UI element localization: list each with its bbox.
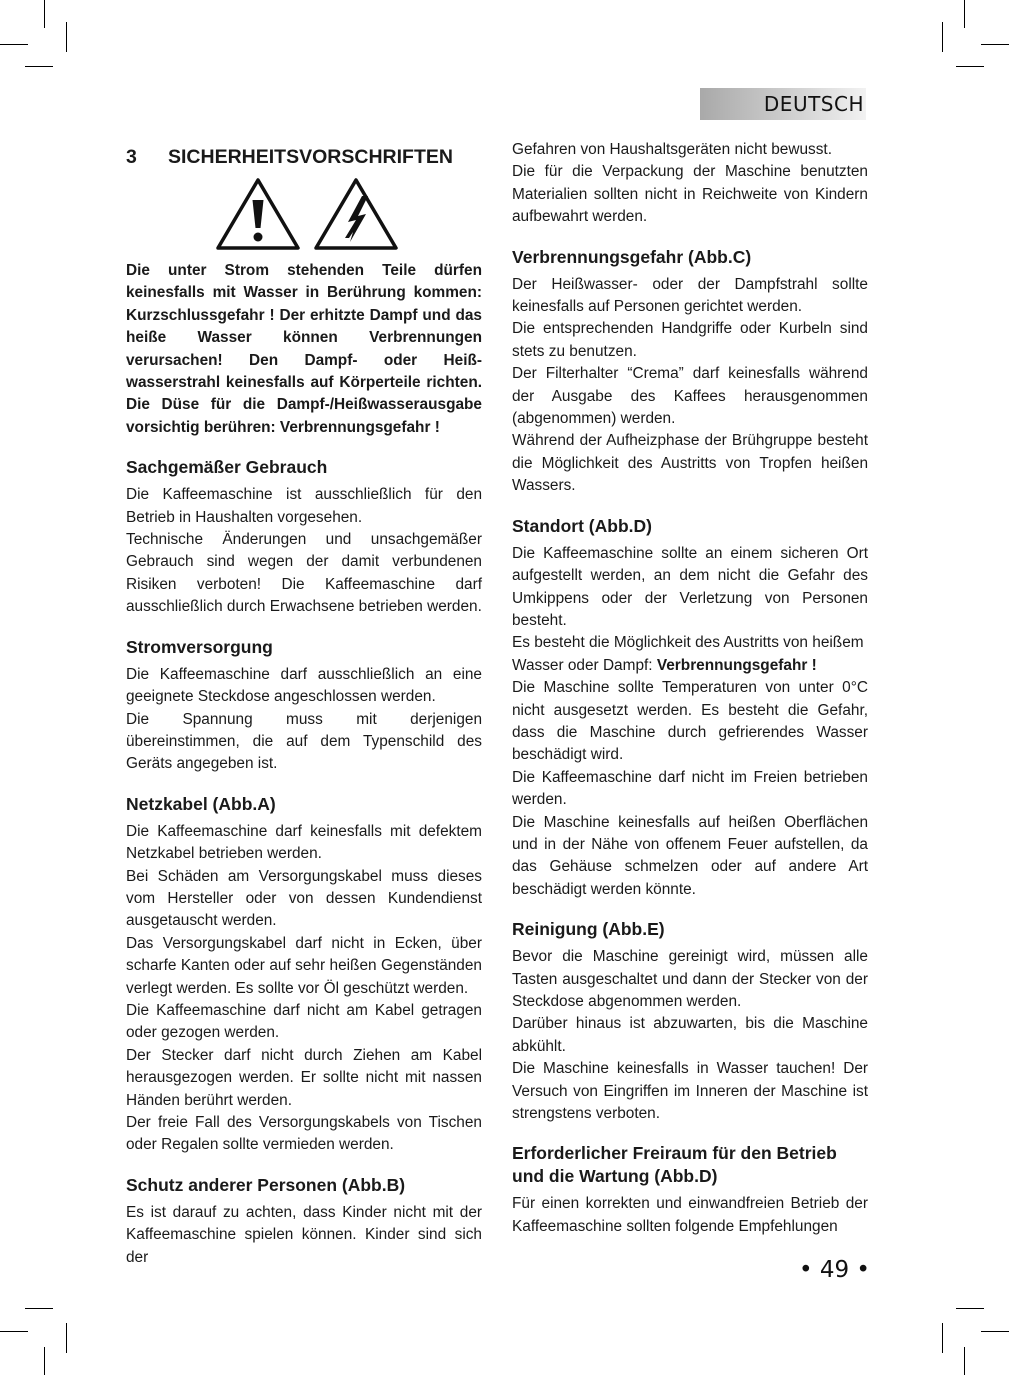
crop-mark [981,1331,1009,1332]
paragraph: Die Kaffeemaschine ist ausschließlich für den Betrieb in Haushalten vorgesehen. [126,486,482,526]
heading-reinigung: Reinigung (Abb.E) [512,919,665,940]
paragraph: Die Kaffeemaschine sollte an einem sicheren Ort aufgestellt werden, an dem nicht die Gefahr des Umkippens oder der Verletzung von Personen besteht. [512,544,868,629]
crop-mark [956,66,984,67]
paragraph: Gefahren von Haushaltsgeräten nicht bewusst. [512,141,832,158]
crop-mark [942,1323,943,1353]
crop-mark [956,1308,984,1309]
paragraph: Die Kaffeemaschine darf keinesfalls mit defektem Netzkabel betrieben werden. [126,822,482,863]
paragraph: Technische Änderungen und unsachgemäßer Gebrauch sind wegen der damit verbundenen Risiken verboten! Die Kaffeemaschine darf ausschließlich durch Erwachsene betrieben werden. [126,531,482,616]
paragraph: Die Kaffeemaschine darf ausschließlich an eine geeignete Steckdose angeschlossen werden. [126,665,482,706]
heading-stromversorgung: Stromversorgung [126,636,273,657]
section-heading: SICHERHEITSVORSCHRIFTEN [168,146,453,168]
paragraph: Die entsprechenden Handgriffe oder Kurbeln sind stets zu benutzen. [512,320,868,360]
heading-standort: Standort (Abb.D) [512,515,652,536]
electric-hazard-icon [312,176,400,252]
paragraph: Der Filterhalter “Crema” darf keinesfalls während der Ausgabe des Kaffees herausgenommen (abgenommen) werden. [512,365,868,428]
heading-schutz: Schutz anderer Personen (Abb.B) [126,1174,406,1195]
crop-mark [964,0,965,28]
paragraph: Die Kaffeemaschine darf nicht im Freien betrieben werden. [512,768,868,809]
crop-mark [0,1331,28,1332]
crop-mark [964,1347,965,1375]
section-title [126,144,482,170]
hazard-icons [126,176,482,252]
paragraph: Die Maschine keinesfalls auf heißen Oberflächen und in der Nähe von offenem Feuer aufstellen, da das Gehäuse schmelzen oder auf andere Art beschädigt werden könnte. [512,813,868,898]
paragraph: Die Maschine keinesfalls in Wasser tauchen! Der Versuch von Eingriffen im Inneren der Maschine ist strengstens verboten. [512,1060,868,1123]
paragraph: Die Maschine sollte Temperaturen von unter 0°C nicht ausgesetzt werden. Es besteht die Gefahr, dass die Maschine durch gefrierendes Wasser beschädigt wird. [512,679,868,764]
paragraph: Es ist darauf zu achten, dass Kinder nicht mit der Kaffeemaschine spielen können. Kinder sind sich der [126,1203,482,1266]
safety-warning: Die unter Strom stehenden Teile dürfen keinesfalls mit Wasser in Berührung kommen: Kurzschlussgefahr ! Der erhitzte Dampf und das heiße Wasser können Verbrennungen verursachen! Den Dampf- oder Heiß-wasserstrahl keinesfalls auf Körperteile richten. Die Düse für die Dampf-/Heißwasserausgabe vorsichtig berühren: Verbrennungsgefahr ! [126,262,482,436]
crop-mark [942,22,943,52]
warning-triangle-icon [214,176,302,252]
section-number: 3 [126,146,137,168]
crop-mark [25,66,53,67]
paragraph: Darüber hinaus ist abzuwarten, bis die Maschine abkühlt. [512,1015,868,1055]
crop-mark [25,1308,53,1309]
crop-mark [44,0,45,28]
paragraph: Bei Schäden am Versorgungskabel muss dieses vom Hersteller oder von dessen Kundendienst ausgetauscht werden. [126,867,482,930]
paragraph-text: Es besteht die Möglichkeit des Austritts von heißem Wasser oder Dampf: [512,634,864,674]
paragraph [512,632,868,677]
crop-mark [0,44,28,45]
paragraph: Die Kaffeemaschine darf nicht am Kabel getragen oder gezogen werden. [126,1001,482,1042]
paragraph: Für einen korrekten und einwandfreien Betrieb der Kaffeemaschine sollten folgende Empfehlungen [512,1195,868,1235]
left-column [126,140,482,1269]
heading-netzkabel: Netzkabel (Abb.A) [126,793,276,814]
heading-sachgemaess: Sachgemäßer Gebrauch [126,457,328,478]
paragraph: Das Versorgungskabel darf nicht in Ecken, über scharfe Kanten oder auf sehr heißen Gegenständen verlegt werden. Es sollte vor Öl geschützt werden. [126,934,482,997]
crop-mark [66,22,67,52]
paragraph: Der Heißwasser- oder der Dampfstrahl sollte keinesfalls auf Personen gerichtet werden. [512,275,868,316]
paragraph: Die Spannung muss mit derjenigen übereinstimmen, die auf dem Typenschild des Geräts angegeben ist. [126,710,482,773]
paragraph: Die für die Verpackung der Maschine benutzten Materialien sollten nicht in Reichweite von Kindern aufbewahrt werden. [512,163,868,226]
right-column [512,139,868,1238]
crop-mark [44,1347,45,1375]
paragraph: Der freie Fall des Versorgungskabels von Tischen oder Regalen sollte vermieden werden. [126,1114,482,1154]
page-number: • 49 • [798,1257,870,1283]
language-badge: DEUTSCH [700,88,866,120]
paragraph: Bevor die Maschine gereinigt wird, müssen alle Tasten ausgeschaltet und dann der Stecker von der Steckdose abgenommen werden. [512,948,868,1010]
paragraph: Der Stecker darf nicht durch Ziehen am Kabel herausgezogen werden. Er sollte nicht mit nassen Händen berührt werden. [126,1046,482,1109]
crop-mark [66,1323,67,1353]
burn-warning: Verbrennungsgefahr ! [656,656,817,674]
crop-mark [981,44,1009,45]
heading-freiraum: Erforderlicher Freiraum für den Betrieb und die Wartung (Abb.D) [512,1143,837,1187]
heading-verbrennungsgefahr: Verbrennungsgefahr (Abb.C) [512,246,752,267]
paragraph: Während der Aufheizphase der Brühgruppe besteht die Möglichkeit des Austritts von Tropfen heißen Wassers. [512,432,868,495]
